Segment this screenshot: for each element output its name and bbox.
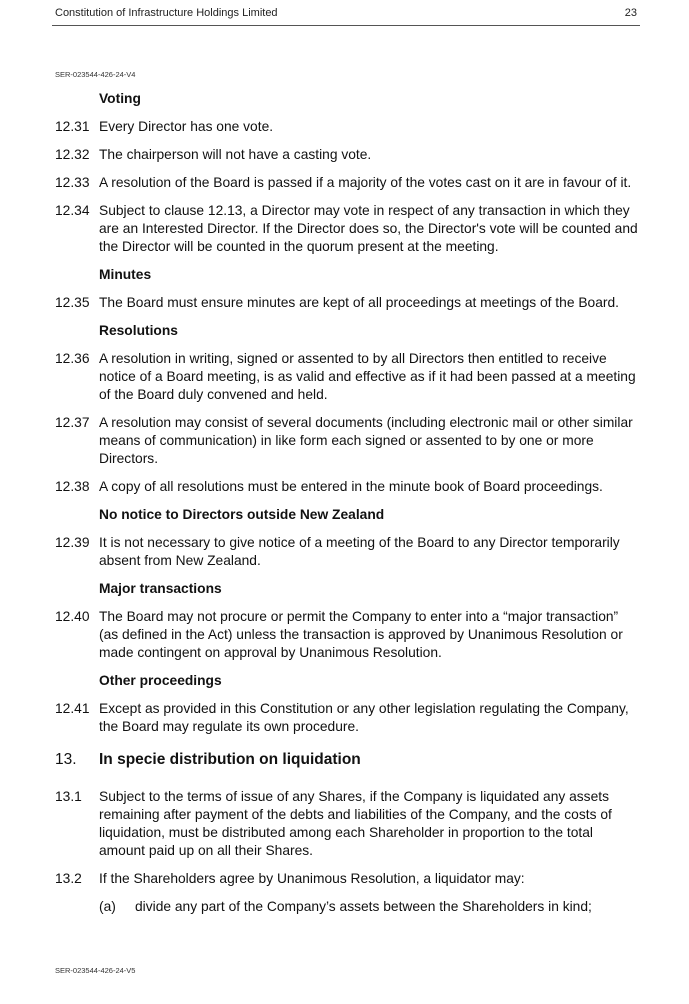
clause-text: A resolution of the Board is passed if a majority of the votes cast on it are in favour of it. [99, 175, 632, 190]
clause-number: 12.34 [55, 203, 90, 218]
subclause-text: divide any part of the Company’s assets between the Shareholders in kind; [135, 899, 592, 914]
clause-number: 13.1 [55, 789, 82, 804]
clause-12-31 [55, 118, 640, 136]
clause-number: 12.40 [55, 609, 90, 624]
clause-text: It is not necessary to give notice of a meeting of the Board to any Director temporarily absent from New Zealand. [99, 535, 620, 568]
clause-text: A copy of all resolutions must be entered in the minute book of Board proceedings. [99, 479, 603, 494]
clause-text: The chairperson will not have a casting vote. [99, 147, 372, 162]
heading-minutes: Minutes [99, 267, 152, 282]
clause-number: 12.33 [55, 175, 90, 190]
clause-text: A resolution in writing, signed or assented to by all Directors then entitled to receive notice of a Board meeting, is as valid and effective as if it had been passed at a meeting of the Board duly convened and held. [99, 351, 636, 402]
clause-number: 13.2 [55, 871, 82, 886]
heading-major-transactions: Major transactions [99, 581, 222, 596]
page-header [55, 5, 637, 21]
clause-12-36 [55, 350, 640, 404]
clause-number: 12.32 [55, 147, 90, 162]
heading-voting: Voting [99, 91, 141, 106]
subclause-label: (a) [99, 899, 116, 914]
document-body [55, 90, 640, 916]
clause-text: Every Director has one vote. [99, 119, 274, 134]
section-13-heading [55, 750, 640, 770]
subclause-a [99, 898, 640, 916]
clause-number: 12.31 [55, 119, 90, 134]
clause-12-38 [55, 478, 640, 496]
heading-no-notice: No notice to Directors outside New Zealand [99, 507, 385, 522]
clause-number: 12.37 [55, 415, 90, 430]
clause-12-37 [55, 414, 640, 468]
clause-12-32 [55, 146, 640, 164]
clause-text: Subject to the terms of issue of any Shares, if the Company is liquidated any assets remaining after payment of the debts and liabilities of the Company, and the costs of liquidation, must be distributed among each Shareholder in proportion to the total amount paid up on all their Shares. [99, 789, 612, 858]
document-title: Constitution of Infrastructure Holdings Limited [55, 7, 278, 19]
document-reference-bottom: SER-023544-426-24-V5 [55, 966, 136, 975]
clause-12-35 [55, 294, 640, 312]
clause-number: 12.35 [55, 295, 90, 310]
clause-12-39 [55, 534, 640, 570]
clause-number: 12.38 [55, 479, 90, 494]
clause-text: Subject to clause 12.13, a Director may vote in respect of any transaction in which they are an Interested Director. If the Director does so, the Director's vote will be counted and the Director will be counted in the quorum present at the meeting. [99, 203, 638, 254]
section-title: In specie distribution on liquidation [99, 751, 361, 768]
heading-resolutions: Resolutions [99, 323, 178, 338]
clause-13-2 [55, 870, 640, 888]
clause-12-41 [55, 700, 640, 736]
clause-text: Except as provided in this Constitution or any other legislation regulating the Company, the Board may regulate its own procedure. [99, 701, 629, 734]
heading-other-proceedings: Other proceedings [99, 673, 222, 688]
clause-12-40 [55, 608, 640, 662]
clause-text: If the Shareholders agree by Unanimous Resolution, a liquidator may: [99, 871, 525, 886]
header-divider [52, 25, 640, 26]
clause-number: 12.39 [55, 535, 90, 550]
page-number: 23 [624, 7, 637, 19]
clause-text: The Board may not procure or permit the Company to enter into a “major transaction” (as defined in the Act) unless the transaction is approved by Unanimous Resolution or made contingent on approval by Unanimous Resolution. [99, 609, 623, 660]
clause-12-34 [55, 202, 640, 256]
section-number: 13. [55, 751, 77, 768]
clause-12-33 [55, 174, 640, 192]
clause-number: 12.41 [55, 701, 90, 716]
document-reference-top: SER-023544-426-24-V4 [55, 70, 136, 79]
clause-text: A resolution may consist of several documents (including electronic mail or other similar means of communication) in like form each signed or assented to by one or more Directors. [99, 415, 633, 466]
clause-text: The Board must ensure minutes are kept of all proceedings at meetings of the Board. [99, 295, 619, 310]
clause-13-1 [55, 788, 640, 860]
clause-number: 12.36 [55, 351, 90, 366]
